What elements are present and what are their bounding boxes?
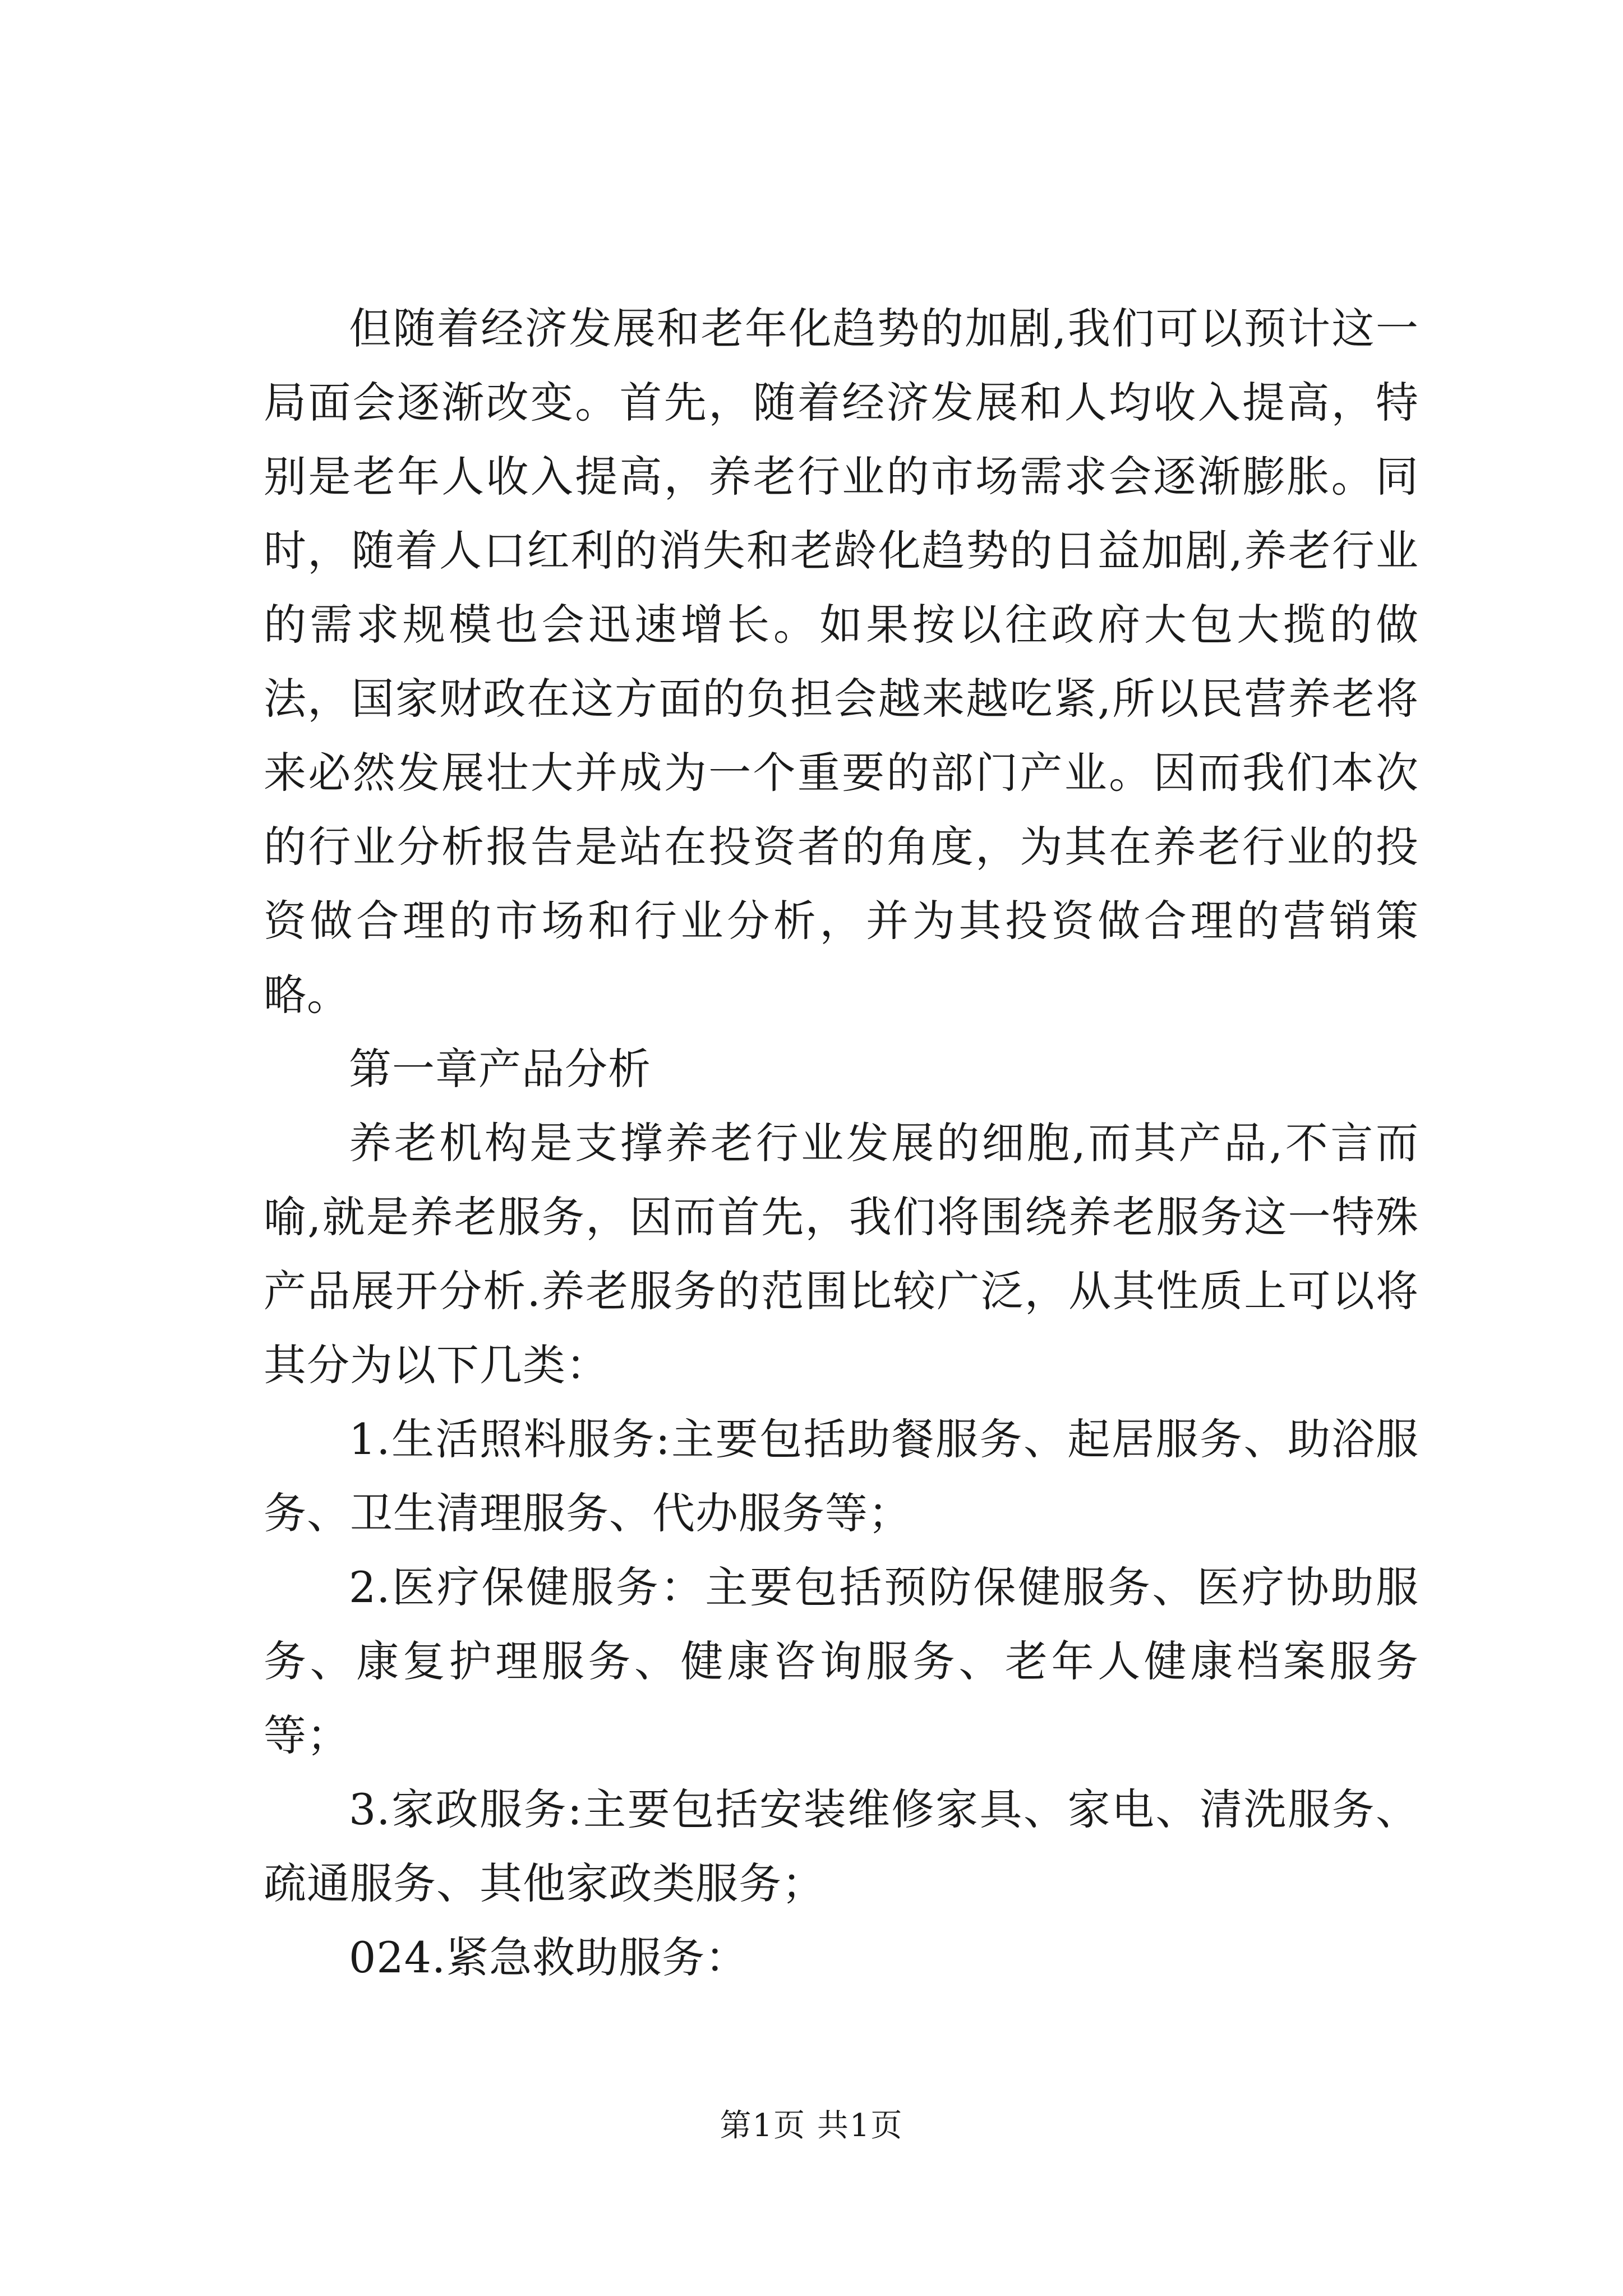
chapter-heading: 第一章产品分析 — [349, 1044, 651, 1094]
list-item-medical-care: 2.医疗保健服务：主要包括预防保健服务、医疗协助服务、康复护理服务、健康咨询服务、老年人健康档案服务等； — [264, 1562, 1419, 1760]
list-item-life-care: 1.生活照料服务:主要包括助餐服务、起居服务、助浴服务、卫生清理服务、代办服务等； — [264, 1414, 1419, 1538]
page-footer: 第1页 共1页 — [720, 2108, 903, 2144]
paragraph-intro: 但随着经济发展和老年化趋势的加剧,我们可以预计这一局面会逐渐改变。首先，随着经济发展和人均收入提高，特别是老年人收入提高，养老行业的市场需求会逐渐膨胀。同时，随着人口红利的消失和老龄化趋势的日益加剧,养老行业的需求规模也会迅速增长。如果按以往政府大包大揽的做法，国家财政在这方面的负担会越来越吃紧,所以民营养老将来必然发展壮大并成为一个重要的部门产业。因而我们本次的行业分析报告是站在投资者的角度，为其在养老行业的投资做合理的市场和行业分析，并为其投资做合理的营销策略。 — [264, 303, 1419, 1020]
list-item-housekeeping: 3.家政服务:主要包括安装维修家具、家电、清洗服务、疏通服务、其他家政类服务； — [264, 1784, 1419, 1908]
list-item-emergency-aid: 024.紧急救助服务： — [349, 1932, 749, 1982]
document-body — [264, 292, 1419, 1995]
paragraph-product-overview: 养老机构是支撑养老行业发展的细胞,而其产品,不言而喻,就是养老服务，因而首先，我们将围绕养老服务这一特殊产品展开分析.养老服务的范围比较广泛，从其性质上可以将其分为以下几类： — [264, 1118, 1419, 1390]
